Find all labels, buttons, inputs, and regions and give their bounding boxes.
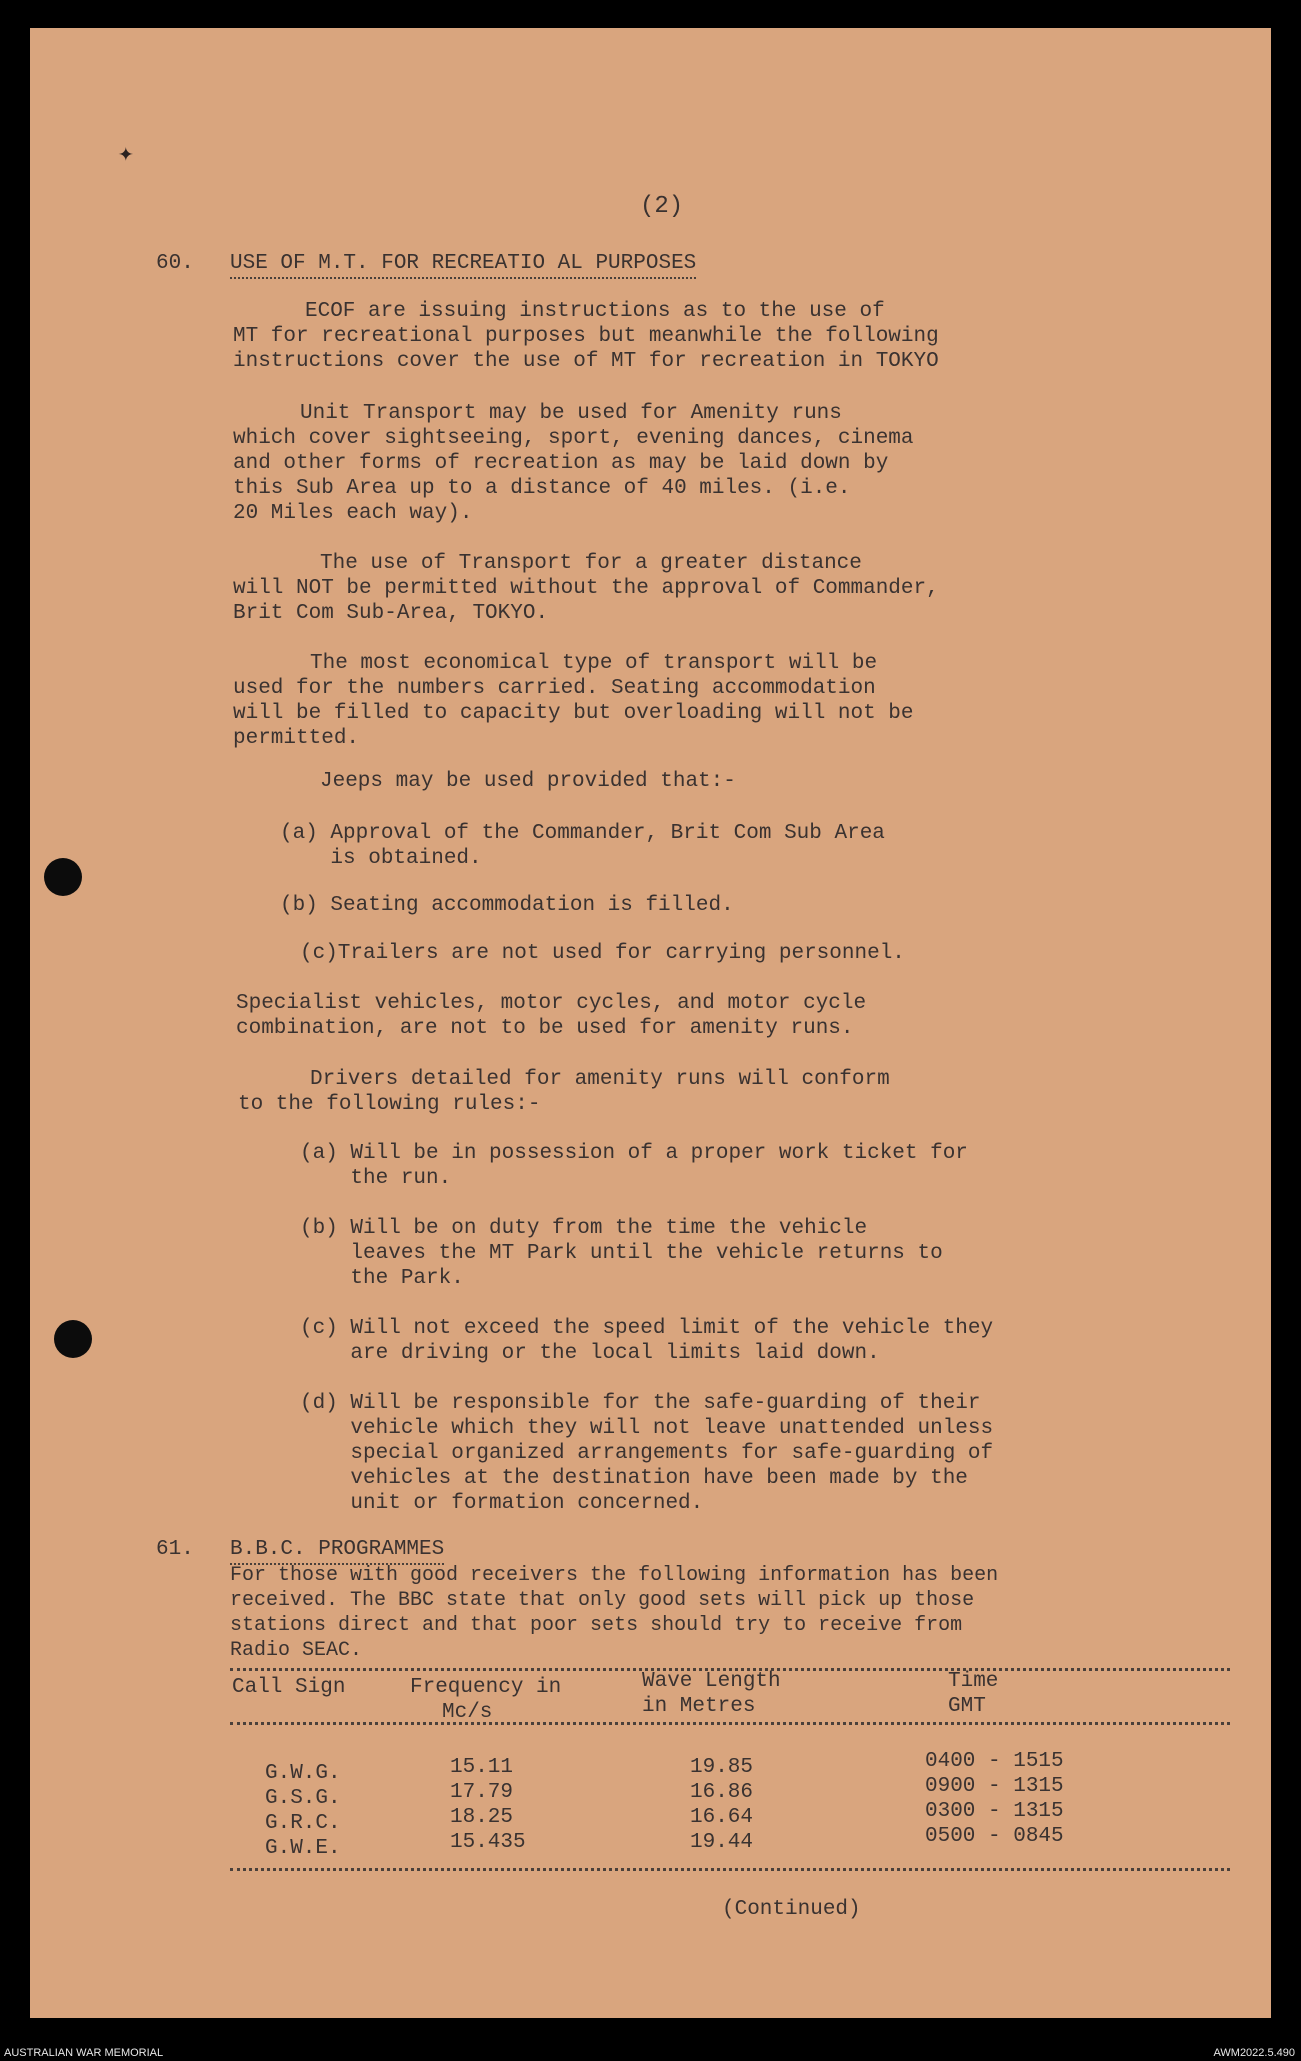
rule-line: are driving or the local limits laid down. <box>300 1342 880 1365</box>
list-item: (b) Seating accommodation is filled. <box>280 894 734 917</box>
paragraph-line: 20 Miles each way). <box>233 502 473 525</box>
table-cell-time: 0500 - 0845 <box>925 1825 1064 1848</box>
table-header-wave-length: Wave Length <box>642 1670 781 1693</box>
paragraph-line: received. The BBC state that only good sets will pick up those <box>230 1589 975 1612</box>
table-header-frequency-unit: Mc/s <box>442 1701 493 1724</box>
paragraph-line: Drivers detailed for amenity runs will conform <box>310 1068 890 1091</box>
footer-accession-number: AWM2022.5.490 <box>1213 2047 1295 2059</box>
rule-line: leaves the MT Park until the vehicle returns to <box>300 1242 943 1265</box>
paragraph-line: MT for recreational purposes but meanwhile the following <box>233 325 939 348</box>
paragraph-line: used for the numbers carried. Seating accommodation <box>233 677 876 700</box>
table-cell-time: 0300 - 1315 <box>925 1800 1064 1823</box>
rule-line: (a) Will be in possession of a proper work ticket for <box>300 1142 968 1165</box>
page-number: (2) <box>640 193 684 220</box>
table-header-call-sign: Call Sign <box>232 1676 346 1699</box>
table-cell-wave: 16.86 <box>690 1781 754 1804</box>
paragraph-line: The use of Transport for a greater distance <box>320 552 862 575</box>
table-cell-freq: 18.25 <box>450 1806 514 1829</box>
rule-line: vehicle which they will not leave unattended unless <box>300 1417 994 1440</box>
paragraph-line: which cover sightseeing, sport, evening dances, cinema <box>233 427 914 450</box>
ink-mark: ✦ <box>118 139 134 169</box>
continued-label: (Continued) <box>722 1898 861 1921</box>
paragraph-line: Brit Com Sub-Area, TOKYO. <box>233 602 549 625</box>
list-item: (a) Approval of the Commander, Brit Com Sub Area <box>280 822 885 845</box>
section-number: 60. <box>156 252 194 275</box>
paragraph-line: will NOT be permitted without the approval of Commander, <box>233 577 939 600</box>
table-header-time-unit: GMT <box>948 1695 986 1718</box>
list-item: is obtained. <box>280 847 482 870</box>
paragraph-line: this Sub Area up to a distance of 40 miles. (i.e. <box>233 477 851 500</box>
paragraph-line: Radio SEAC. <box>230 1639 363 1662</box>
list-item: (c)Trailers are not used for carrying personnel. <box>300 942 905 965</box>
document-page <box>30 28 1271 2018</box>
paragraph-line: will be filled to capacity but overloading will not be <box>233 702 914 725</box>
table-cell-freq: 15.435 <box>450 1831 526 1854</box>
rule-line: special organized arrangements for safe-guarding of <box>300 1442 994 1465</box>
paragraph-line: Unit Transport may be used for Amenity runs <box>300 402 842 425</box>
paragraph-line: combination, are not to be used for amenity runs. <box>236 1017 854 1040</box>
paragraph-line: stations direct and that poor sets should try to receive from <box>230 1614 963 1637</box>
paragraph-line: Specialist vehicles, motor cycles, and motor cycle <box>236 992 867 1015</box>
table-cell-time: 0900 - 1315 <box>925 1775 1064 1798</box>
table-cell-call: G.S.G. <box>265 1787 341 1810</box>
rule-line: (d) Will be responsible for the safe-guarding of their <box>300 1392 981 1415</box>
table-header-time: Time <box>948 1670 999 1693</box>
table-cell-wave: 19.44 <box>690 1831 754 1854</box>
table-cell-call: G.R.C. <box>265 1812 341 1835</box>
rule-line: unit or formation concerned. <box>300 1492 704 1515</box>
jeeps-intro: Jeeps may be used provided that:- <box>320 770 736 793</box>
table-rule-header <box>230 1722 1230 1725</box>
paragraph-line: instructions cover the use of MT for recreation in TOKYO <box>233 350 939 373</box>
section-heading: B.B.C. PROGRAMMES <box>230 1536 444 1565</box>
paragraph-line: The most economical type of transport will be <box>310 652 878 675</box>
section-heading: USE OF M.T. FOR RECREATIO AL PURPOSES <box>230 250 696 279</box>
rule-line: (c) Will not exceed the speed limit of the vehicle they <box>300 1317 994 1340</box>
table-cell-call: G.W.E. <box>265 1837 341 1860</box>
rule-line: vehicles at the destination have been made by the <box>300 1467 968 1490</box>
binder-hole <box>44 858 82 896</box>
table-cell-wave: 19.85 <box>690 1756 754 1779</box>
table-cell-freq: 15.11 <box>450 1756 514 1779</box>
section-number: 61. <box>156 1538 194 1561</box>
rule-line: (b) Will be on duty from the time the vehicle <box>300 1217 868 1240</box>
table-cell-wave: 16.64 <box>690 1806 754 1829</box>
table-rule-bottom <box>230 1868 1230 1871</box>
table-header-wave-length-unit: in Metres <box>642 1695 756 1718</box>
binder-hole <box>54 1320 92 1358</box>
rule-line: the Park. <box>300 1267 464 1290</box>
paragraph-line: For those with good receivers the following information has been <box>230 1564 999 1587</box>
table-cell-call: G.W.G. <box>265 1762 341 1785</box>
paragraph-line: ECOF are issuing instructions as to the use of <box>305 300 885 323</box>
footer-archive-label: AUSTRALIAN WAR MEMORIAL <box>4 2047 164 2059</box>
table-cell-freq: 17.79 <box>450 1781 514 1804</box>
table-cell-time: 0400 - 1515 <box>925 1750 1064 1773</box>
paragraph-line: and other forms of recreation as may be laid down by <box>233 452 889 475</box>
table-header-frequency: Frequency in <box>410 1676 562 1699</box>
paragraph-line: to the following rules:- <box>238 1093 541 1116</box>
rule-line: the run. <box>300 1167 452 1190</box>
paragraph-line: permitted. <box>233 727 360 750</box>
